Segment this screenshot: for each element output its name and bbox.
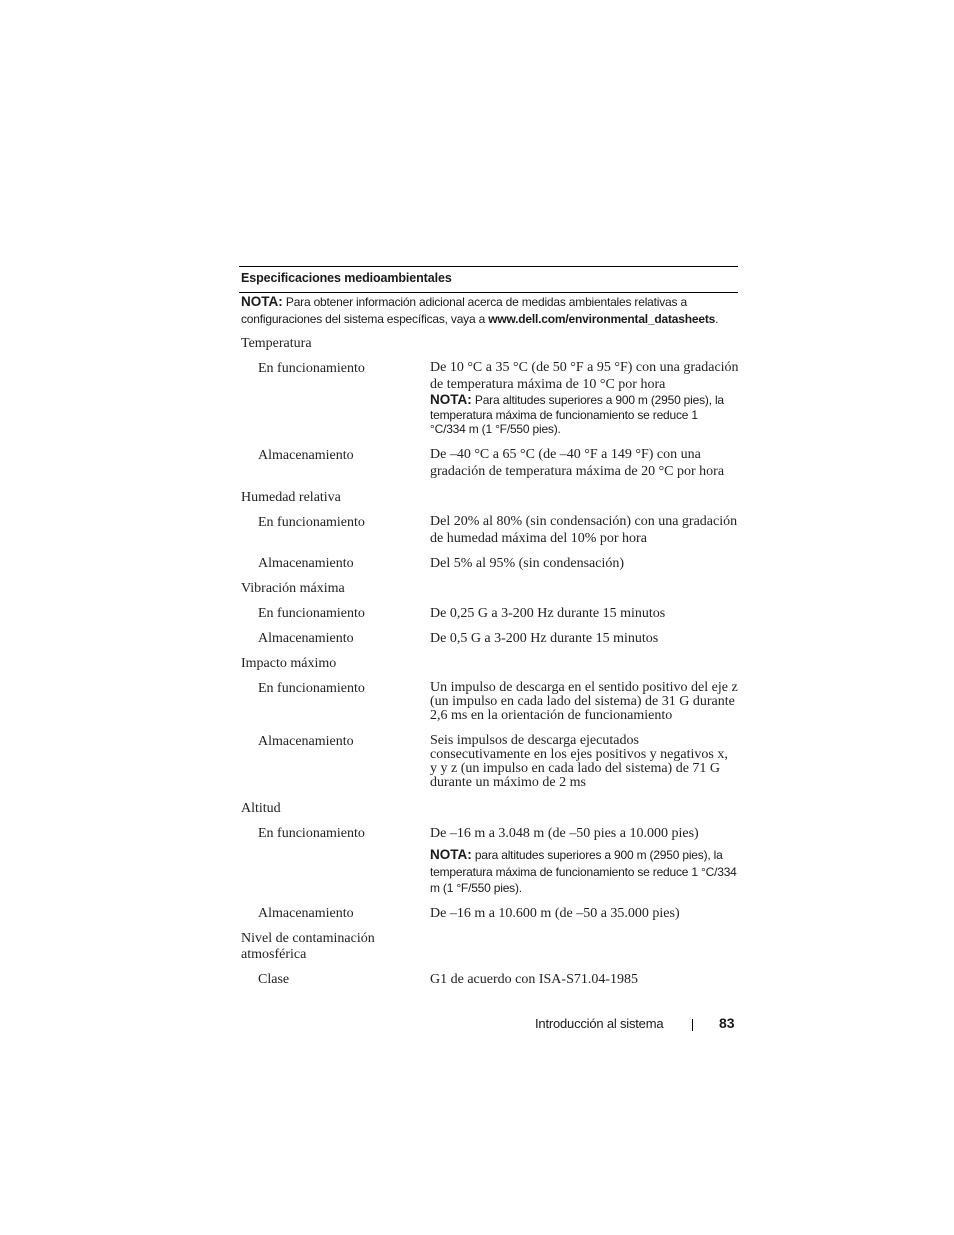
top-note-period: . xyxy=(715,311,719,326)
category-contaminacion: Nivel de contaminación atmosférica xyxy=(241,931,375,962)
top-note-text: Para obtener información adicional acerca de medidas ambientales relativas a configuraciones del sistema específicas, vaya a xyxy=(241,295,687,326)
vibration-operating-label: En funcionamiento xyxy=(258,606,365,621)
temp-storage-value: De –40 °C a 65 °C (de –40 °F a 149 °F) con una gradación de temperatura máxima de 20 °C por hora xyxy=(430,447,725,479)
table-title: Especificaciones medioambientales xyxy=(241,271,452,285)
shock-operating-label: En funcionamiento xyxy=(258,681,365,696)
altitude-operating-value: De –16 m a 3.048 m (de –50 pies a 10.000 pies) xyxy=(430,826,699,841)
shock-storage-value: Seis impulsos de descarga ejecutados consecutivamente en los ejes positivos y negativos x, y y z (un impulso en cada lado del sistema) de 71 G durante un máximo de 2 ms xyxy=(430,733,728,790)
category-humedad: Humedad relativa xyxy=(241,490,341,505)
table-title-bar xyxy=(239,266,738,293)
shock-storage-label: Almacenamiento xyxy=(258,734,354,749)
altitude-storage-label: Almacenamiento xyxy=(258,906,354,921)
category-impacto: Impacto máximo xyxy=(241,656,337,671)
class-label: Clase xyxy=(258,972,290,987)
humidity-operating-value: Del 20% al 80% (sin condensación) con una gradación de humedad máxima del 10% por hora xyxy=(430,514,738,546)
temp-operating-label: En funcionamiento xyxy=(258,361,365,376)
humidity-storage-label: Almacenamiento xyxy=(258,556,354,571)
humidity-operating-label: En funcionamiento xyxy=(258,515,365,530)
category-vibracion: Vibración máxima xyxy=(241,581,345,596)
vibration-storage-label: Almacenamiento xyxy=(258,631,354,646)
temp-operating-value: De 10 °C a 35 °C (de 50 °F a 95 °F) con una gradación de temperatura máxima de 10 °C por hora xyxy=(430,360,739,392)
vibration-operating-value: De 0,25 G a 3-200 Hz durante 15 minutos xyxy=(430,606,666,621)
altitude-operating-label: En funcionamiento xyxy=(258,826,365,841)
environmental-datasheets-link[interactable]: www.dell.com/environmental_datasheets xyxy=(488,311,716,326)
category-temperatura: Temperatura xyxy=(241,336,312,351)
altitude-note-text: para altitudes superiores a 900 m (2950 pies), la temperatura máxima de funcionamiento se reduce 1 °C/334 m (1 °F/550 pies). xyxy=(430,848,737,895)
page-number: 83 xyxy=(719,1015,735,1031)
shock-operating-value: Un impulso de descarga en el sentido positivo del eje z (un impulso en cada lado del sistema) de 31 G durante 2,6 ms en la orientación de funcionamiento xyxy=(430,680,738,723)
category-altitud: Altitud xyxy=(241,801,281,816)
temp-operating-note xyxy=(430,393,735,437)
temp-note-text: Para altitudes superiores a 900 m (2950 pies), la temperatura máxima de funcionamiento se reduce 1 °C/334 m (1 °F/550 pies). xyxy=(430,393,724,436)
footer-separator xyxy=(692,1019,693,1031)
top-note-label: NOTA: xyxy=(241,294,283,309)
temp-note-label: NOTA: xyxy=(430,392,472,407)
humidity-storage-value: Del 5% al 95% (sin condensación) xyxy=(430,556,624,571)
temp-storage-label: Almacenamiento xyxy=(258,448,354,463)
altitude-operating-note xyxy=(430,847,738,897)
altitude-note-label: NOTA: xyxy=(430,847,472,862)
top-note xyxy=(241,294,741,327)
footer-section-title: Introducción al sistema xyxy=(535,1016,664,1031)
altitude-storage-value: De –16 m a 10.600 m (de –50 a 35.000 pies) xyxy=(430,906,680,921)
class-value: G1 de acuerdo con ISA-S71.04-1985 xyxy=(430,972,639,987)
vibration-storage-value: De 0,5 G a 3-200 Hz durante 15 minutos xyxy=(430,631,659,646)
